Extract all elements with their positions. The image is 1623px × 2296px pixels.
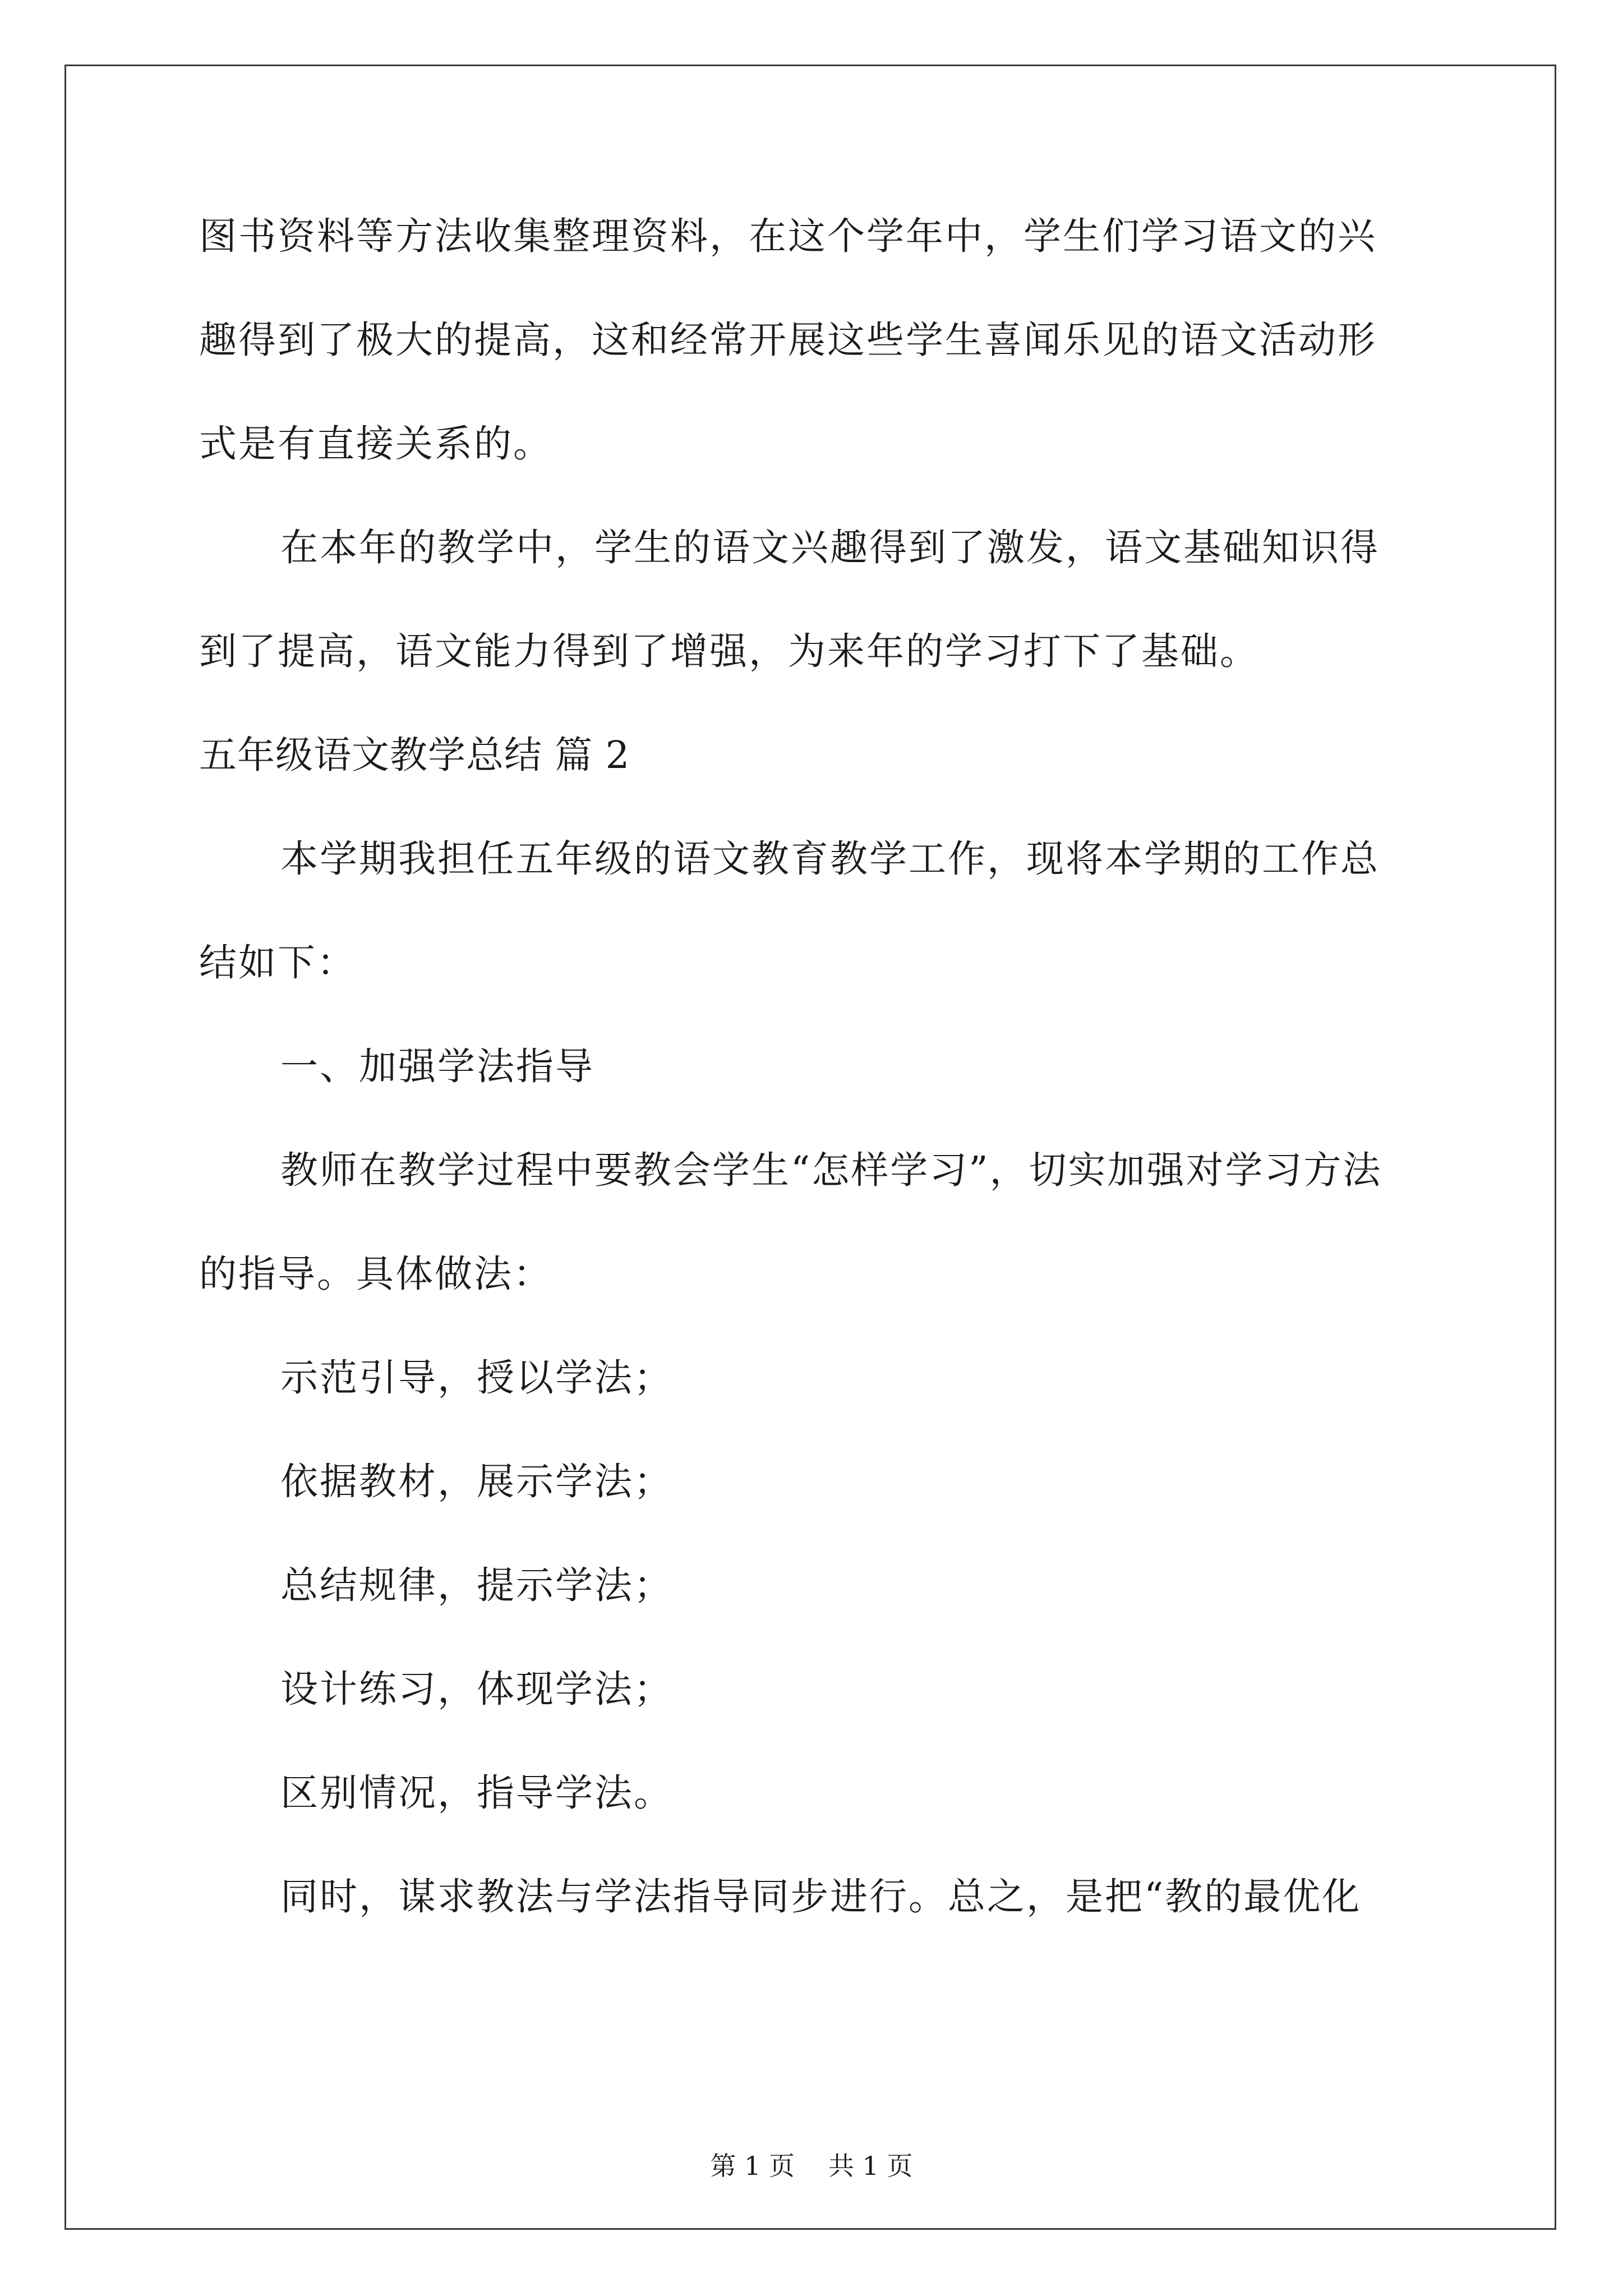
list-item: 区别情况，指导学法。: [280, 1771, 673, 1815]
list-item: 总结规律，提示学法；: [280, 1563, 673, 1607]
paragraph-line: 趣得到了极大的提高，这和经常开展这些学生喜闻乐见的语文活动形: [199, 318, 1377, 362]
paragraph-line: 结如下：: [199, 941, 356, 984]
paragraph-line: 式是有直接关系的。: [199, 422, 552, 466]
paragraph-line: 教师在教学过程中要教会学生“怎样学习”，切实加强对学习方法: [280, 1148, 1382, 1192]
page-number: 第 1 页: [710, 2151, 795, 2181]
list-item: 依据教材，展示学法；: [280, 1460, 673, 1503]
page-total: 共 1 页: [828, 2151, 913, 2181]
subsection-heading: 一、加强学法指导: [280, 1045, 594, 1088]
list-item: 示范引导，授以学法；: [280, 1356, 673, 1400]
paragraph-line: 同时，谋求教法与学法指导同步进行。总之，是把“教的最优化: [280, 1875, 1362, 1918]
paragraph-line: 到了提高，语文能力得到了增强，为来年的学习打下了基础。: [199, 629, 1259, 673]
paragraph-line: 的指导。具体做法：: [199, 1252, 552, 1296]
paragraph-line: 在本年的教学中，学生的语文兴趣得到了激发，语文基础知识得: [280, 526, 1380, 569]
paragraph-line: 图书资料等方法收集整理资料，在这个学年中，学生们学习语文的兴: [199, 214, 1377, 258]
section-heading: 五年级语文教学总结 篇 2: [199, 733, 630, 777]
page-footer: [0, 2153, 1623, 2179]
document-body: [199, 214, 1433, 1982]
paragraph-line: 本学期我担任五年级的语文教育教学工作，现将本学期的工作总: [280, 837, 1380, 881]
list-item: 设计练习，体现学法；: [280, 1667, 673, 1711]
